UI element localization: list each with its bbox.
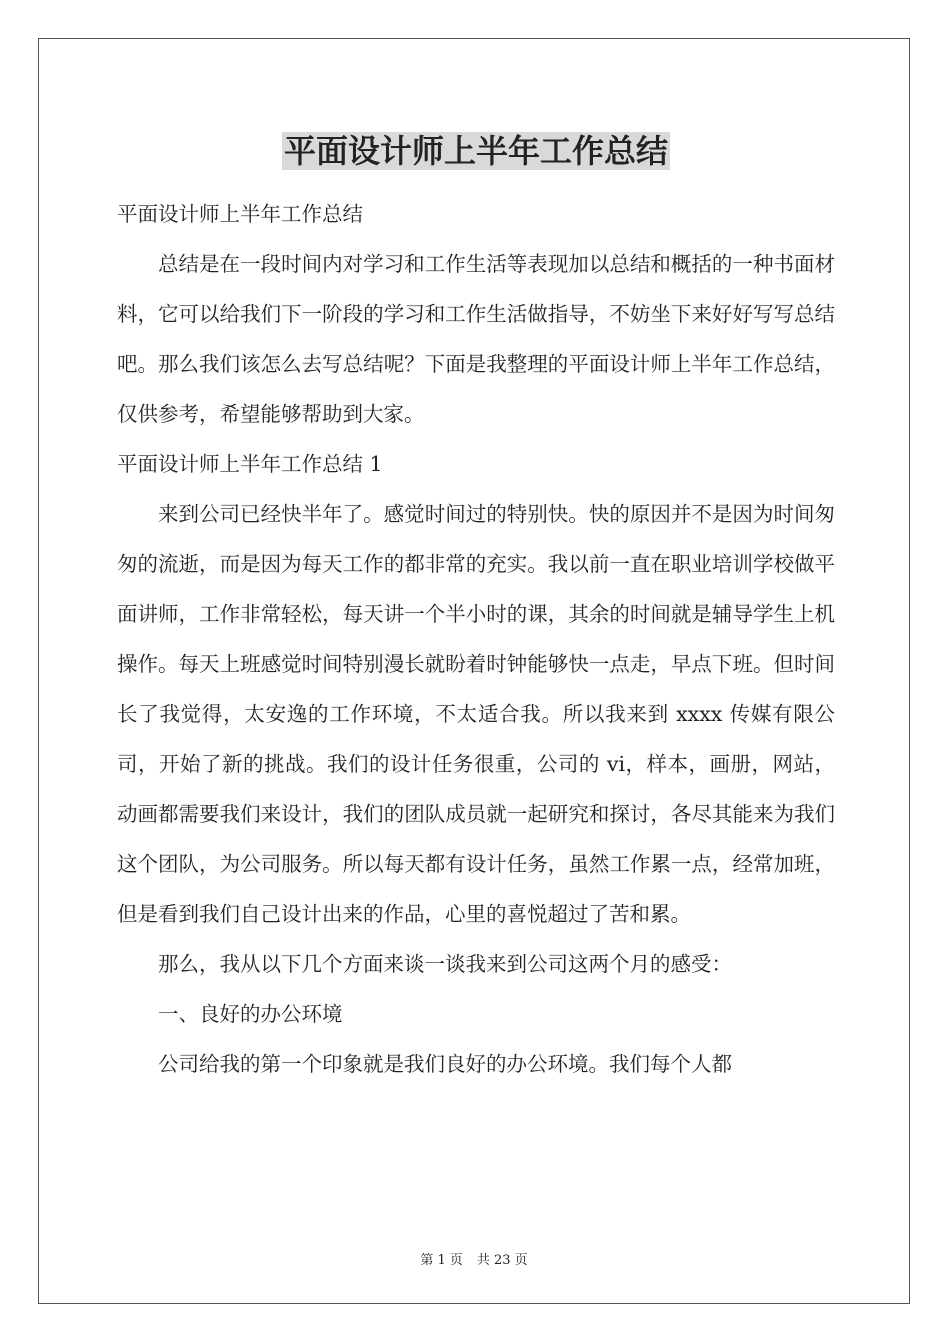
- page-footer: [39, 1249, 909, 1268]
- document-body: [117, 129, 835, 1089]
- paragraph-list: [117, 189, 835, 1089]
- document-title: [117, 129, 835, 173]
- paragraph: 平面设计师上半年工作总结: [117, 202, 363, 226]
- document-page: [38, 38, 910, 1304]
- paragraph: 公司给我的第一个印象就是我们良好的办公环境。我们每个人都: [158, 1052, 732, 1076]
- page-number: 第 1 页: [420, 1253, 463, 1268]
- paragraph: 平面设计师上半年工作总结 1: [117, 452, 383, 476]
- paragraph: 来到公司已经快半年了。感觉时间过的特别快。快的原因并不是因为时间匆匆的流逝，而是因为每天工作的都非常的充实。我以前一直在职业培训学校做平面讲师，工作非常轻松，每天讲一个半小时的课，其余的时间就是辅导学生上机操作。每天上班感觉时间特别漫长就盼着时钟能够快一点走，早点下班。但时间长了我觉得，太安逸的工作环境，不太适合我。所以我来到 xxxx 传媒有限公司，开始了新的挑战。我们的设计任务很重，公司的 vi，样本，画册，网站，动画都需要我们来设计，我们的团队成员就一起研究和探讨，各尽其能来为我们这个团队，为公司服务。所以每天都有设计任务，虽然工作累一点，经常加班，但是看到我们自己设计出来的作品，心里的喜悦超过了苦和累。: [117, 502, 835, 926]
- paragraph: 一、良好的办公环境: [158, 1002, 343, 1026]
- paragraph: 总结是在一段时间内对学习和工作生活等表现加以总结和概括的一种书面材料，它可以给我们下一阶段的学习和工作生活做指导，不妨坐下来好好写写总结吧。那么我们该怎么去写总结呢？下面是我整理的平面设计师上半年工作总结，仅供参考，希望能够帮助到大家。: [117, 252, 835, 426]
- document-title-text: 平面设计师上半年工作总结: [283, 132, 668, 170]
- page-total: 共 23 页: [476, 1253, 528, 1268]
- paragraph: 那么，我从以下几个方面来谈一谈我来到公司这两个月的感受：: [158, 952, 732, 976]
